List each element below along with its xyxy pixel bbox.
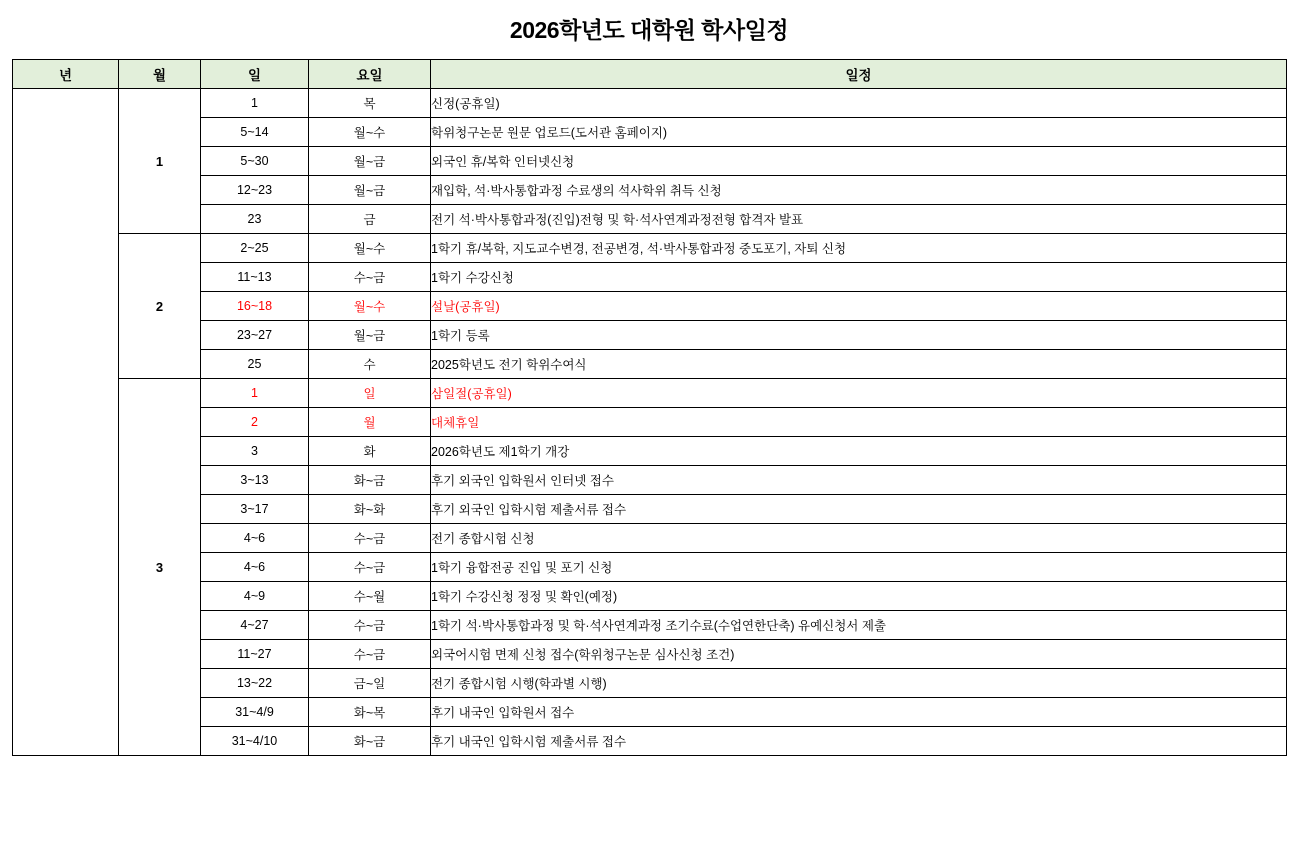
event-cell: 1학기 수강신청 [431,263,1287,292]
event-cell: 외국어시험 면제 신청 접수(학위청구논문 심사신청 조건) [431,640,1287,669]
weekday-cell: 수~월 [309,582,431,611]
weekday-cell: 월~수 [309,118,431,147]
event-cell: 전기 종합시험 신청 [431,524,1287,553]
weekday-cell: 목 [309,89,431,118]
table-row [13,176,1287,205]
day-cell: 3~17 [201,495,309,524]
weekday-cell: 월~금 [309,176,431,205]
table-header-row [13,60,1287,89]
day-cell: 1 [201,379,309,408]
event-cell: 1학기 등록 [431,321,1287,350]
event-cell: 1학기 융합전공 진입 및 포기 신청 [431,553,1287,582]
day-cell: 4~6 [201,524,309,553]
table-row [13,234,1287,263]
column-header-event: 일정 [431,60,1287,89]
event-cell: 삼일절(공휴일) [431,379,1287,408]
day-cell: 11~27 [201,640,309,669]
weekday-cell: 수 [309,350,431,379]
weekday-cell: 월~수 [309,234,431,263]
weekday-cell: 수~금 [309,611,431,640]
event-cell: 후기 내국인 입학원서 접수 [431,698,1287,727]
weekday-cell: 화 [309,437,431,466]
event-cell: 대체휴일 [431,408,1287,437]
event-cell: 외국인 휴/복학 인터넷신청 [431,147,1287,176]
table-row [13,263,1287,292]
table-row [13,408,1287,437]
calendar-table-container [0,59,1298,756]
weekday-cell: 수~금 [309,553,431,582]
page-title: 2026학년도 대학원 학사일정 [509,17,789,43]
weekday-cell: 화~화 [309,495,431,524]
event-cell: 후기 외국인 입학시험 제출서류 접수 [431,495,1287,524]
day-cell: 4~9 [201,582,309,611]
day-cell: 5~14 [201,118,309,147]
day-cell: 31~4/10 [201,727,309,756]
weekday-cell: 화~금 [309,727,431,756]
table-row [13,640,1287,669]
weekday-cell: 수~금 [309,524,431,553]
event-cell: 후기 내국인 입학시험 제출서류 접수 [431,727,1287,756]
event-cell: 신정(공휴일) [431,89,1287,118]
event-cell: 1학기 휴/복학, 지도교수변경, 전공변경, 석·박사통합과정 중도포기, 자퇴 신청 [431,234,1287,263]
table-row [13,205,1287,234]
table-row [13,147,1287,176]
month-cell: 2 [119,234,201,379]
column-header-month: 월 [119,60,201,89]
weekday-cell: 월~금 [309,147,431,176]
day-cell: 2~25 [201,234,309,263]
weekday-cell: 월~금 [309,321,431,350]
day-cell: 13~22 [201,669,309,698]
table-row [13,698,1287,727]
day-cell: 31~4/9 [201,698,309,727]
table-row [13,379,1287,408]
table-row [13,292,1287,321]
weekday-cell: 일 [309,379,431,408]
weekday-cell: 화~목 [309,698,431,727]
event-cell: 재입학, 석·박사통합과정 수료생의 석사학위 취득 신청 [431,176,1287,205]
day-cell: 23~27 [201,321,309,350]
table-row [13,350,1287,379]
day-cell: 11~13 [201,263,309,292]
column-header-weekday: 요일 [309,60,431,89]
event-cell: 전기 석·박사통합과정(진입)전형 및 학·석사연계과정전형 합격자 발표 [431,205,1287,234]
table-row [13,727,1287,756]
weekday-cell: 수~금 [309,640,431,669]
event-cell: 1학기 수강신청 정정 및 확인(예정) [431,582,1287,611]
event-cell: 2025학년도 전기 학위수여식 [431,350,1287,379]
day-cell: 1 [201,89,309,118]
table-body [13,89,1287,756]
column-header-year: 년 [13,60,119,89]
table-row [13,582,1287,611]
event-cell: 설날(공휴일) [431,292,1287,321]
month-cell: 1 [119,89,201,234]
table-row [13,495,1287,524]
table-row [13,553,1287,582]
table-row [13,118,1287,147]
event-cell: 1학기 석·박사통합과정 및 학·석사연계과정 조기수료(수업연한단축) 유예신청서 제출 [431,611,1287,640]
academic-calendar-table [12,59,1287,756]
day-cell: 12~23 [201,176,309,205]
day-cell: 3~13 [201,466,309,495]
day-cell: 4~27 [201,611,309,640]
day-cell: 25 [201,350,309,379]
table-row [13,89,1287,118]
day-cell: 4~6 [201,553,309,582]
day-cell: 2 [201,408,309,437]
day-cell: 3 [201,437,309,466]
weekday-cell: 화~금 [309,466,431,495]
month-cell: 3 [119,379,201,756]
table-header [13,60,1287,89]
table-row [13,524,1287,553]
weekday-cell: 월 [309,408,431,437]
table-row [13,321,1287,350]
column-header-day: 일 [201,60,309,89]
event-cell: 2026학년도 제1학기 개강 [431,437,1287,466]
weekday-cell: 수~금 [309,263,431,292]
event-cell: 학위청구논문 원문 업로드(도서관 홈페이지) [431,118,1287,147]
day-cell: 23 [201,205,309,234]
weekday-cell: 월~수 [309,292,431,321]
table-row [13,611,1287,640]
table-row [13,669,1287,698]
event-cell: 전기 종합시험 시행(학과별 시행) [431,669,1287,698]
year-cell [13,89,119,756]
table-row [13,437,1287,466]
event-cell: 후기 외국인 입학원서 인터넷 접수 [431,466,1287,495]
day-cell: 5~30 [201,147,309,176]
weekday-cell: 금 [309,205,431,234]
day-cell: 16~18 [201,292,309,321]
weekday-cell: 금~일 [309,669,431,698]
table-row [13,466,1287,495]
